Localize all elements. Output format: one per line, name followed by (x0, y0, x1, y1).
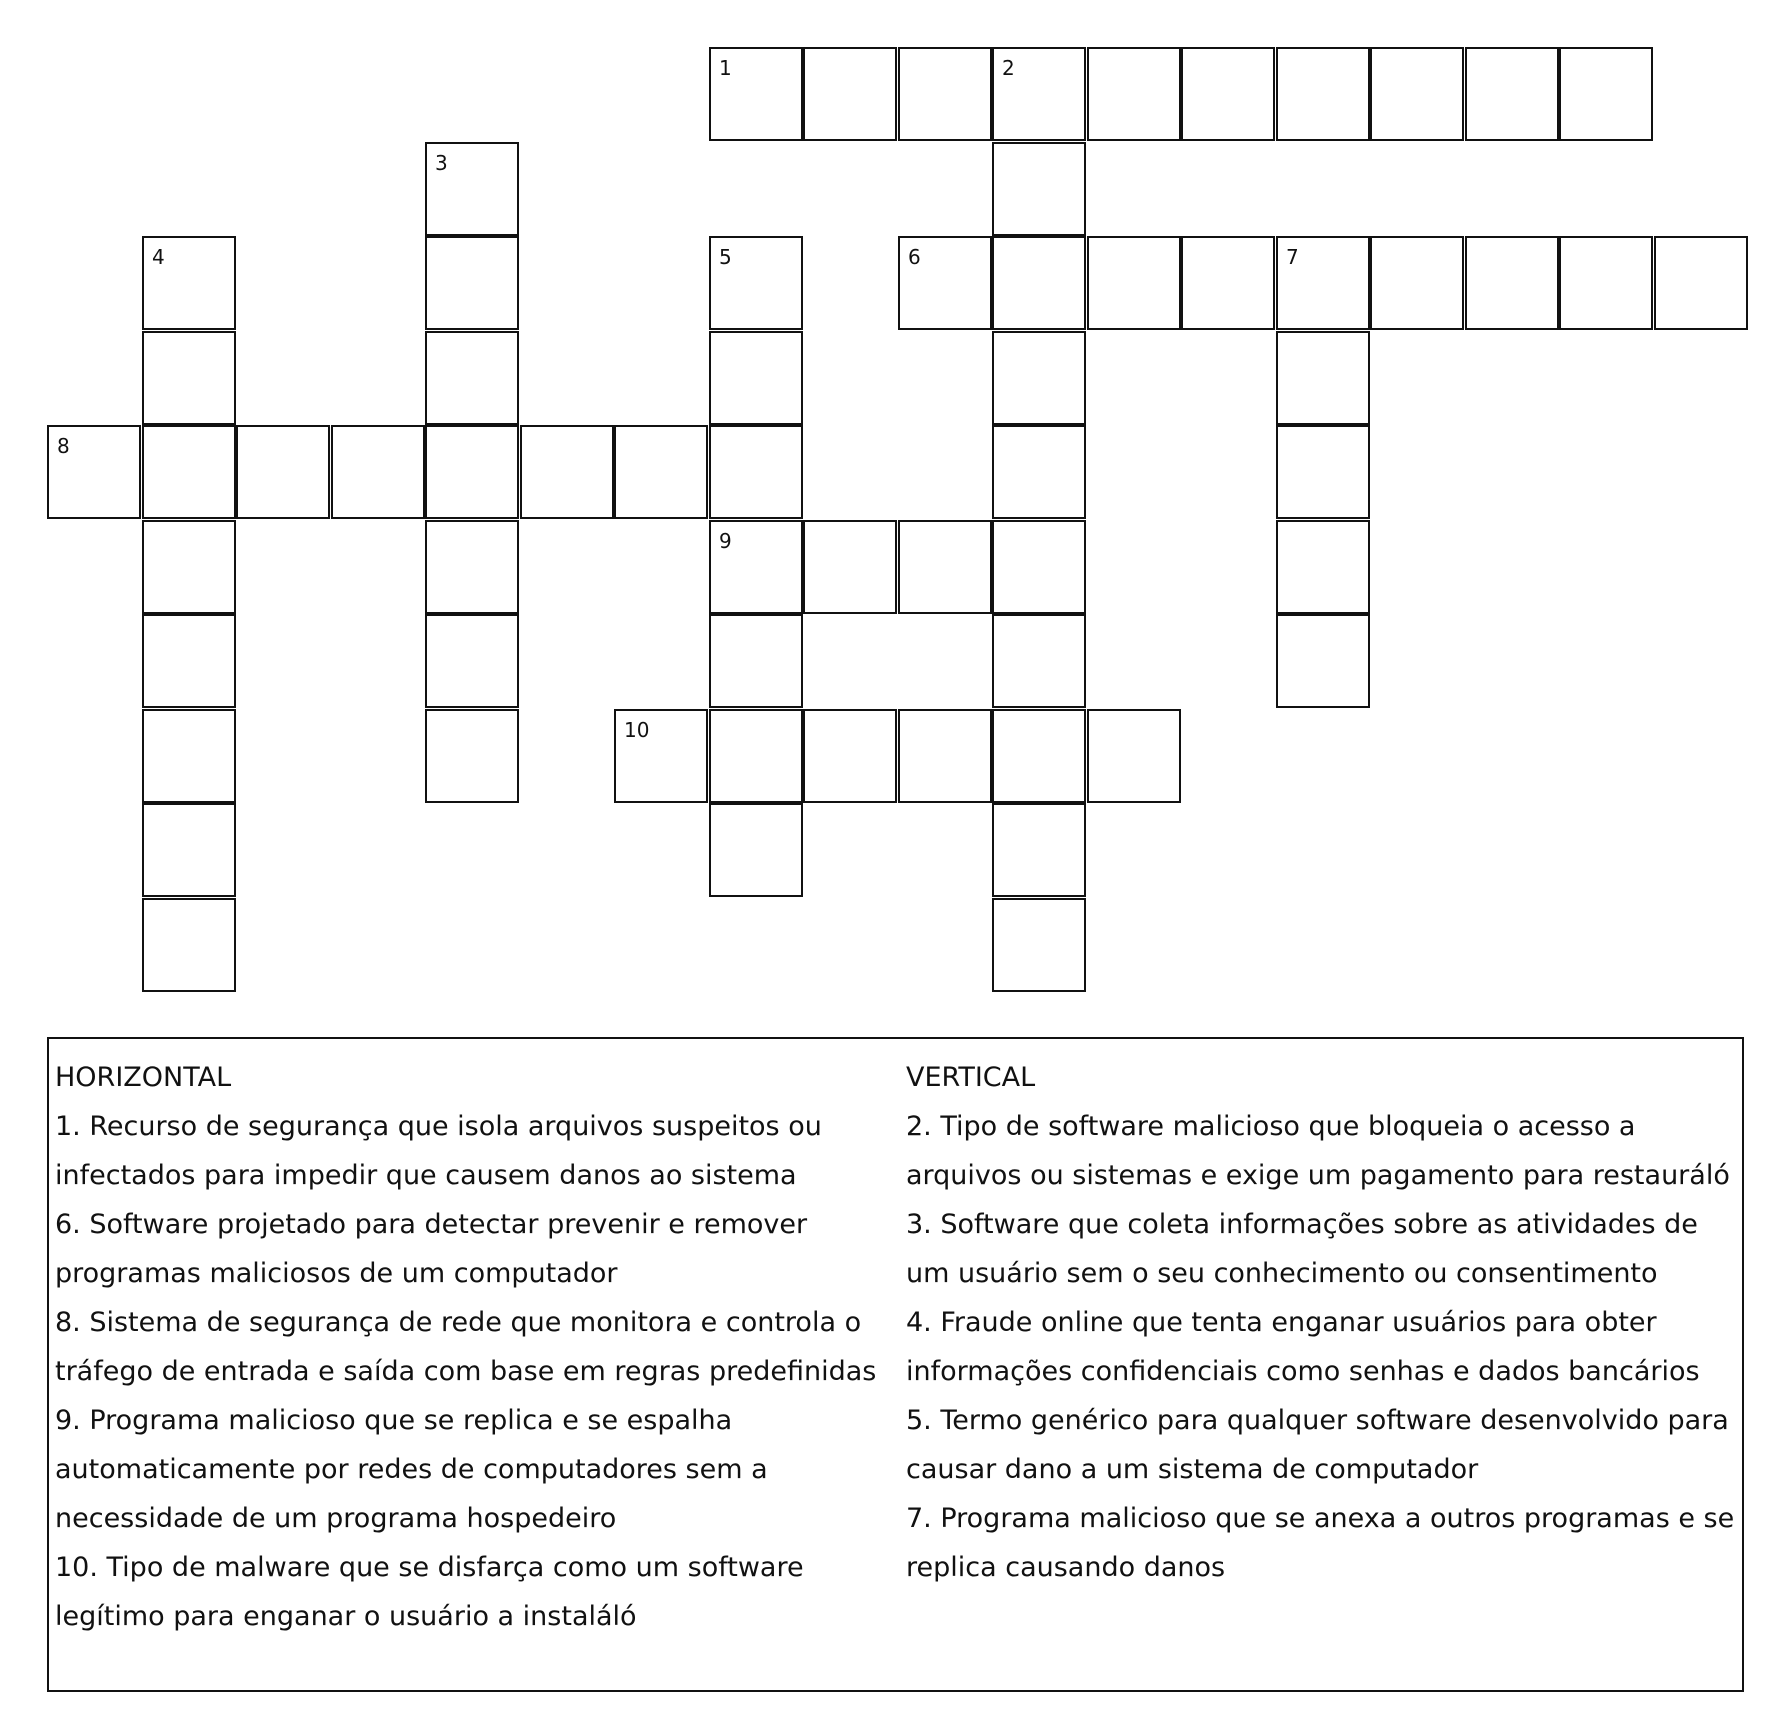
grid-cell[interactable] (47, 425, 141, 519)
grid-cell[interactable] (614, 425, 708, 519)
grid-cell[interactable] (425, 236, 519, 330)
grid-cell[interactable] (992, 236, 1086, 330)
grid-cell[interactable] (709, 331, 803, 425)
grid-cell[interactable] (425, 425, 519, 519)
grid-cell[interactable] (709, 236, 803, 330)
clue-7: 7. Programa malicioso que se anexa a outros programas e se replica causando danos (906, 1503, 1735, 1583)
grid-cell[interactable] (898, 520, 992, 614)
grid-cell[interactable] (1654, 236, 1748, 330)
grid-cell[interactable] (142, 898, 236, 992)
grid-cell[interactable] (709, 709, 803, 803)
horizontal-heading: HORIZONTAL (55, 1062, 232, 1093)
grid-cell[interactable] (1276, 425, 1370, 519)
clue-number: 8 (57, 434, 70, 458)
clue-number: 9 (719, 529, 732, 553)
grid-cell[interactable] (1276, 47, 1370, 141)
grid-cell[interactable] (425, 331, 519, 425)
grid-cell[interactable] (236, 425, 330, 519)
grid-cell[interactable] (803, 520, 897, 614)
grid-cell[interactable] (992, 520, 1086, 614)
clue-number: 10 (624, 718, 650, 742)
grid-cell[interactable] (1087, 236, 1181, 330)
clue-1: 1. Recurso de segurança que isola arquivos suspeitos ou infectados para impedir que causem danos ao sistema (55, 1111, 822, 1191)
clue-number: 6 (908, 245, 921, 269)
grid-cell[interactable] (1276, 614, 1370, 708)
grid-cell[interactable] (142, 520, 236, 614)
grid-cell[interactable] (1087, 47, 1181, 141)
clues-box (47, 1037, 1744, 1692)
grid-cell[interactable] (520, 425, 614, 519)
grid-cell[interactable] (709, 47, 803, 141)
clue-6: 6. Software projetado para detectar prevenir e remover programas maliciosos de um computador (55, 1209, 808, 1289)
grid-cell[interactable] (331, 425, 425, 519)
grid-cell[interactable] (1276, 236, 1370, 330)
grid-cell[interactable] (425, 614, 519, 708)
grid-cell[interactable] (142, 331, 236, 425)
grid-cell[interactable] (1276, 520, 1370, 614)
grid-cell[interactable] (1276, 331, 1370, 425)
clue-number: 3 (435, 151, 448, 175)
grid-cell[interactable] (614, 709, 708, 803)
grid-cell[interactable] (898, 47, 992, 141)
vertical-clues (906, 1053, 1741, 1592)
clue-number: 1 (719, 56, 732, 80)
grid-cell[interactable] (709, 803, 803, 897)
grid-cell[interactable] (992, 709, 1086, 803)
grid-cell[interactable] (425, 142, 519, 236)
clue-10: 10. Tipo de malware que se disfarça como um software legítimo para enganar o usuário a instaláló (55, 1552, 804, 1632)
horizontal-clues (55, 1053, 890, 1641)
grid-cell[interactable] (803, 709, 897, 803)
grid-cell[interactable] (1087, 709, 1181, 803)
grid-cell[interactable] (709, 520, 803, 614)
grid-cell[interactable] (1370, 236, 1464, 330)
grid-cell[interactable] (709, 425, 803, 519)
grid-cell[interactable] (1181, 236, 1275, 330)
grid-cell[interactable] (992, 331, 1086, 425)
grid-cell[interactable] (1559, 236, 1653, 330)
grid-cell[interactable] (425, 520, 519, 614)
clue-number: 7 (1286, 245, 1299, 269)
grid-cell[interactable] (992, 898, 1086, 992)
grid-cell[interactable] (898, 236, 992, 330)
grid-cell[interactable] (898, 709, 992, 803)
clue-5: 5. Termo genérico para qualquer software desenvolvido para causar dano a um sistema de computador (906, 1405, 1729, 1485)
grid-cell[interactable] (992, 425, 1086, 519)
clue-2: 2. Tipo de software malicioso que bloqueia o acesso a arquivos ou sistemas e exige um pagamento para restauráló (906, 1111, 1730, 1191)
grid-cell[interactable] (992, 614, 1086, 708)
grid-cell[interactable] (142, 709, 236, 803)
clue-number: 5 (719, 245, 732, 269)
clue-8: 8. Sistema de segurança de rede que monitora e controla o tráfego de entrada e saída com base em regras predefinidas (55, 1307, 877, 1387)
grid-cell[interactable] (1559, 47, 1653, 141)
grid-cell[interactable] (142, 803, 236, 897)
clue-number: 2 (1002, 56, 1015, 80)
clue-number: 4 (152, 245, 165, 269)
grid-cell[interactable] (709, 614, 803, 708)
grid-cell[interactable] (142, 236, 236, 330)
clue-4: 4. Fraude online que tenta enganar usuários para obter informações confidenciais como senhas e dados bancários (906, 1307, 1700, 1387)
clue-3: 3. Software que coleta informações sobre as atividades de um usuário sem o seu conhecimento ou consentimento (906, 1209, 1698, 1289)
grid-cell[interactable] (992, 142, 1086, 236)
grid-cell[interactable] (1465, 236, 1559, 330)
grid-cell[interactable] (142, 614, 236, 708)
clue-9: 9. Programa malicioso que se replica e se espalha automaticamente por redes de computadores sem a necessidade de um programa hospedeiro (55, 1405, 768, 1534)
grid-cell[interactable] (1370, 47, 1464, 141)
vertical-heading: VERTICAL (906, 1062, 1036, 1093)
grid-cell[interactable] (1465, 47, 1559, 141)
grid-cell[interactable] (425, 709, 519, 803)
grid-cell[interactable] (1181, 47, 1275, 141)
grid-cell[interactable] (992, 803, 1086, 897)
grid-cell[interactable] (142, 425, 236, 519)
grid-cell[interactable] (992, 47, 1086, 141)
grid-cell[interactable] (803, 47, 897, 141)
